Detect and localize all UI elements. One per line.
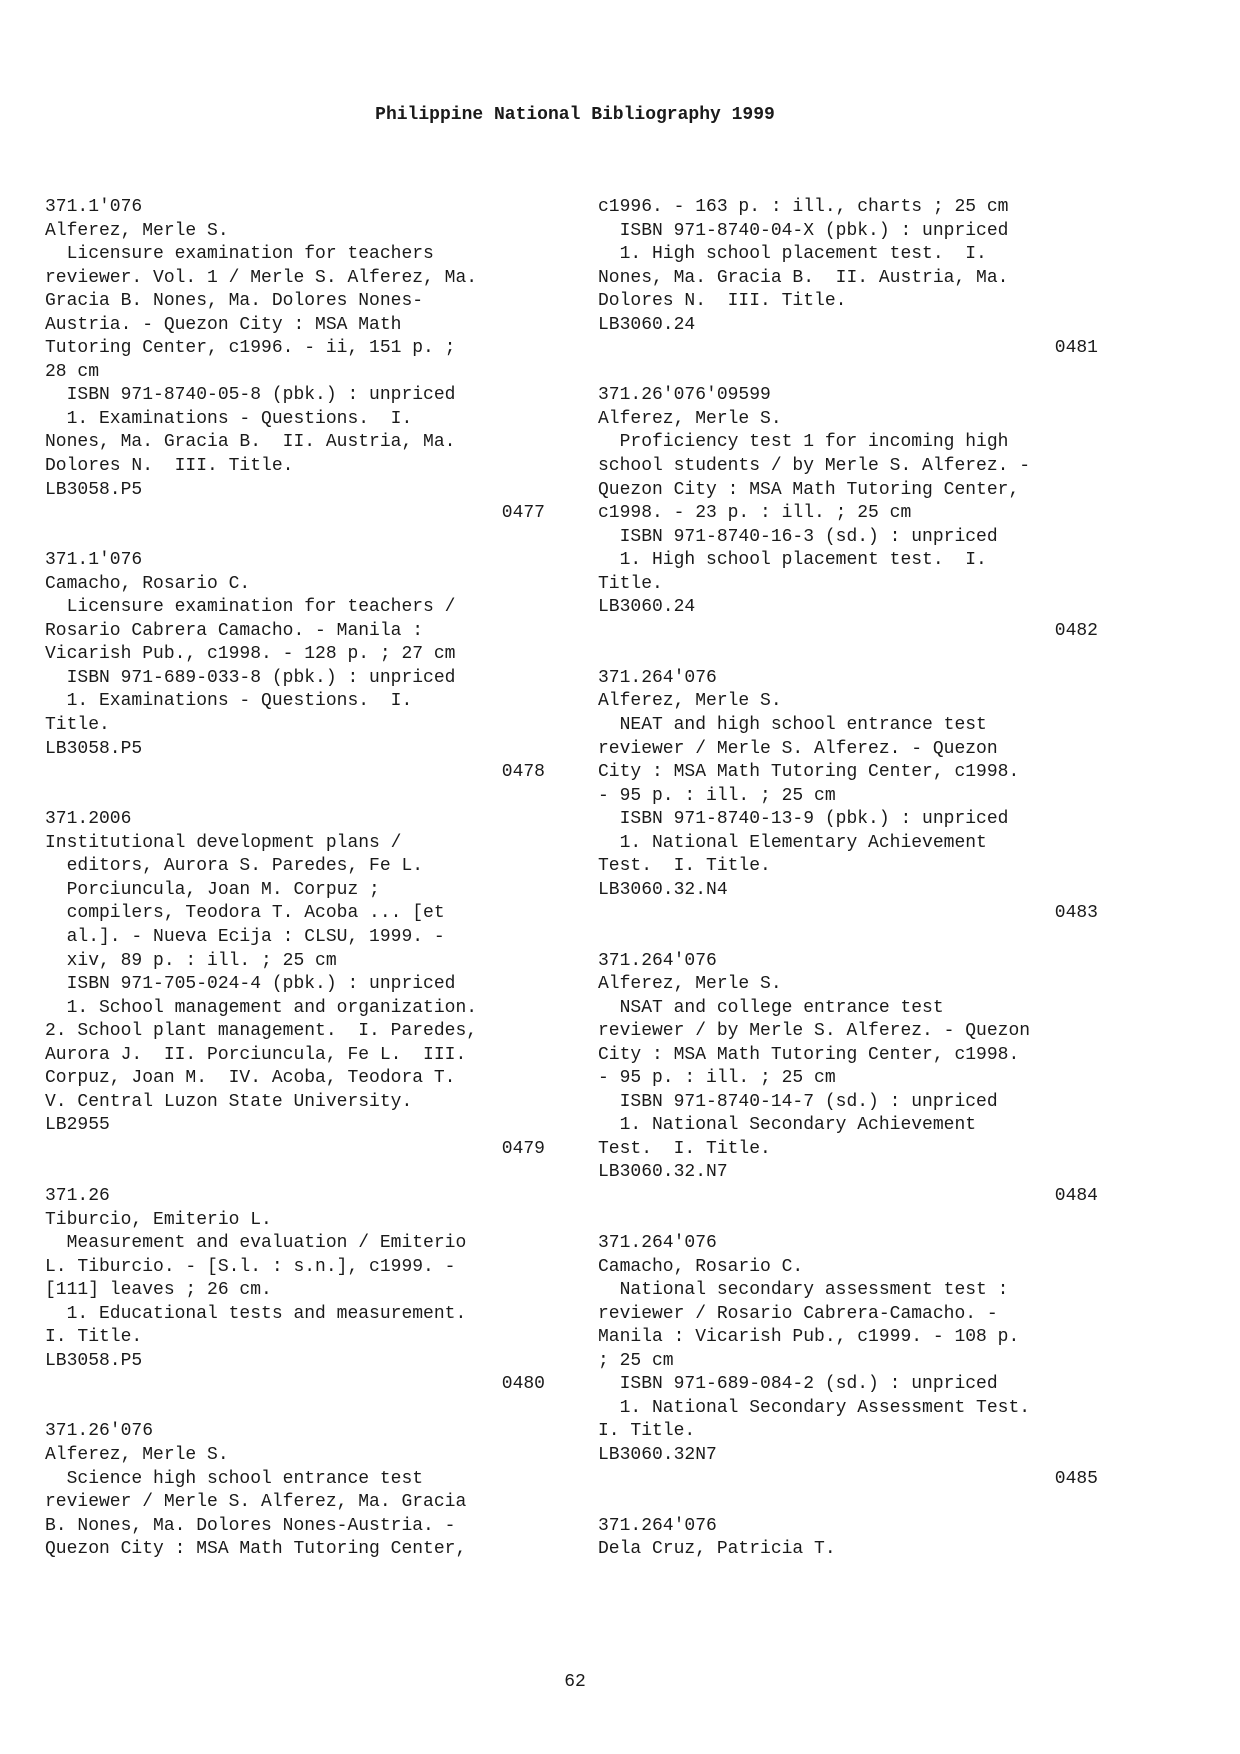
entry-line: I. Title. [45,1327,143,1348]
entry-line: Nones, Ma. Gracia B. II. Austria, Ma. [45,432,456,453]
entry-line: Nones, Ma. Gracia B. II. Austria, Ma. [598,267,1009,288]
entry-line: Title. [598,573,663,594]
entry-line: Proficiency test 1 for incoming high [598,432,1009,453]
entry-line: Manila : Vicarish Pub., c1999. - 108 p. [598,1327,1020,1348]
entry-line: Corpuz, Joan M. IV. Acoba, Teodora T. [45,1068,456,1089]
entry-line: Camacho, Rosario C. [598,1256,804,1277]
entry-line: reviewer / by Merle S. Alferez. - Quezon [598,1021,1031,1042]
entry-line: 371.2006 [45,809,132,830]
entry-separator [45,785,565,809]
entry-line: Porciuncula, Joan M. Corpuz ; [45,879,380,900]
entry-line: Aurora J. II. Porciuncula, Fe L. III. [45,1044,467,1065]
entry-number: 0485 [1054,1468,1098,1489]
entry-line: LB2955 [45,1115,110,1136]
entry-line: 371.264'076 [598,1515,717,1536]
entry-line: c1996. - 163 p. : ill., charts ; 25 cm [598,197,1009,217]
entry-separator [598,1491,1118,1515]
entry-line: [111] leaves ; 26 cm. [45,1280,272,1301]
entry-line: 371.1'076 [45,197,143,217]
entry-line: ISBN 971-8740-14-7 (sd.) : unpriced [598,1091,998,1112]
entry-line: 1. Examinations - Questions. I. [45,691,413,712]
entry-number: 0479 [501,1138,545,1159]
entry-line: 1. National Secondary Achievement [598,1115,977,1136]
entry-line: Test. I. Title. [598,856,771,877]
entry-line: Test. I. Title. [598,1138,771,1159]
entry-line: ISBN 971-8740-13-9 (pbk.) : unpriced [598,809,1009,830]
entry-line: school students / by Merle S. Alferez. - [598,456,1031,477]
entry-line: al.]. - Nueva Ecija : CLSU, 1999. - [45,926,445,947]
entry-separator [45,1397,565,1421]
entry-separator [45,1161,565,1185]
entry-line: Camacho, Rosario C. [45,573,251,594]
entry-line: ISBN 971-8740-05-8 (pbk.) : unpriced [45,385,456,406]
entry-line: c1998. - 23 p. : ill. ; 25 cm [598,503,912,524]
entry-line: LB3060.32.N4 [598,879,728,900]
entry-line: Title. [45,715,110,736]
entry-line: 371.26 [45,1185,110,1206]
entry-line: - 95 p. : ill. ; 25 cm [598,785,836,806]
entry-line: City : MSA Math Tutoring Center, c1998. [598,1044,1020,1065]
entry-line: Alferez, Merle S. [598,408,782,429]
entry-line: 371.26'076 [45,1421,154,1442]
entry-line: 1. National Secondary Assessment Test. [598,1397,1031,1418]
right-column [598,196,1118,1562]
entry-number: 0477 [501,503,545,524]
entry-line: ISBN 971-8740-04-X (pbk.) : unpriced [598,220,1009,241]
entry-line: Alferez, Merle S. [598,974,782,995]
entry-line: L. Tiburcio. - [S.l. : s.n.], c1999. - [45,1256,456,1277]
entry-line: reviewer / Merle S. Alferez. - Quezon [598,738,998,759]
entry-separator [598,361,1118,385]
entry-line: 371.264'076 [598,667,717,688]
entry-line: Institutional development plans / [45,832,402,853]
entry-line: LB3060.32N7 [598,1444,717,1465]
left-column [45,196,565,1562]
entry-line: Rosario Cabrera Camacho. - Manila : [45,620,424,641]
entry-line: Tiburcio, Emiterio L. [45,1209,272,1230]
entry-line: 1. High school placement test. I. [598,244,987,265]
entry-line: 1. National Elementary Achievement [598,832,987,853]
page-number: 62 [564,1672,586,1692]
entry-line: 371.264'076 [598,950,717,971]
entry-separator [598,926,1118,950]
entry-line: NEAT and high school entrance test [598,715,987,736]
entry-line: National secondary assessment test : [598,1280,1009,1301]
entry-line: 28 cm [45,361,100,382]
entry-line: 1. Examinations - Questions. I. [45,408,413,429]
entry-line: Licensure examination for teachers / [45,597,456,618]
entry-line: LB3058.P5 [45,479,143,500]
entry-line: Dolores N. III. Title. [598,291,847,312]
entry-line: 371.264'076 [598,1233,717,1254]
entry-line: Licensure examination for teachers [45,244,434,265]
entry-separator [45,526,565,550]
entry-line: Dolores N. III. Title. [45,456,294,477]
entry-number: 0484 [1054,1185,1098,1206]
entry-line: Alferez, Merle S. [45,1444,229,1465]
entry-line: Alferez, Merle S. [598,691,782,712]
entry-line: B. Nones, Ma. Dolores Nones-Austria. - [45,1515,456,1536]
entry-number: 0482 [1054,620,1098,641]
entry-number: 0483 [1054,903,1098,924]
entry-line: ISBN 971-705-024-4 (pbk.) : unpriced [45,974,456,995]
entry-line: reviewer / Rosario Cabrera-Camacho. - [598,1303,998,1324]
entry-number: 0481 [1054,338,1098,359]
entry-line: LB3060.24 [598,314,696,335]
entry-line: ; 25 cm [598,1350,674,1371]
entry-line: reviewer / Merle S. Alferez, Ma. Gracia [45,1492,467,1513]
entry-line: 371.26'076'09599 [598,385,771,406]
entry-line: 1. School management and organization. [45,997,478,1018]
entry-line: compilers, Teodora T. Acoba ... [et [45,903,445,924]
entry-line: V. Central Luzon State University. [45,1091,413,1112]
entry-line: NSAT and college entrance test [598,997,944,1018]
entry-line: xiv, 89 p. : ill. ; 25 cm [45,950,337,971]
entry-line: LB3060.24 [598,597,696,618]
entry-line: editors, Aurora S. Paredes, Fe L. [45,856,424,877]
entry-line: Vicarish Pub., c1998. - 128 p. ; 27 cm [45,644,456,665]
entry-line: 371.1'076 [45,550,143,571]
entry-number: 0480 [501,1374,545,1395]
entry-separator [598,1209,1118,1233]
entry-number: 0478 [501,762,545,783]
entry-line: Tutoring Center, c1996. - ii, 151 p. ; [45,338,456,359]
entry-line: Dela Cruz, Patricia T. [598,1539,836,1560]
entry-line: 1. High school placement test. I. [598,550,987,571]
entry-line: Gracia B. Nones, Ma. Dolores Nones- [45,291,424,312]
entry-line: ISBN 971-689-084-2 (sd.) : unpriced [598,1374,998,1395]
entry-line: Austria. - Quezon City : MSA Math [45,314,402,335]
entry-line: LB3058.P5 [45,738,143,759]
entry-line: Quezon City : MSA Math Tutoring Center, [598,479,1020,500]
entry-line: I. Title. [598,1421,696,1442]
entry-line: LB3058.P5 [45,1350,143,1371]
entry-line: Science high school entrance test [45,1468,424,1489]
entry-line: 2. School plant management. I. Paredes, [45,1021,478,1042]
entry-line: reviewer. Vol. 1 / Merle S. Alferez, Ma. [45,267,478,288]
page-title: Philippine National Bibliography 1999 [375,105,775,125]
entry-line: ISBN 971-689-033-8 (pbk.) : unpriced [45,667,456,688]
entry-line: ISBN 971-8740-16-3 (sd.) : unpriced [598,526,998,547]
entry-line: Quezon City : MSA Math Tutoring Center, [45,1539,467,1560]
entry-separator [598,643,1118,667]
entry-line: LB3060.32.N7 [598,1162,728,1183]
entry-line: - 95 p. : ill. ; 25 cm [598,1068,836,1089]
entry-line: Measurement and evaluation / Emiterio [45,1233,467,1254]
entry-line: 1. Educational tests and measurement. [45,1303,467,1324]
entry-line: Alferez, Merle S. [45,220,229,241]
entry-line: City : MSA Math Tutoring Center, c1998. [598,762,1020,783]
